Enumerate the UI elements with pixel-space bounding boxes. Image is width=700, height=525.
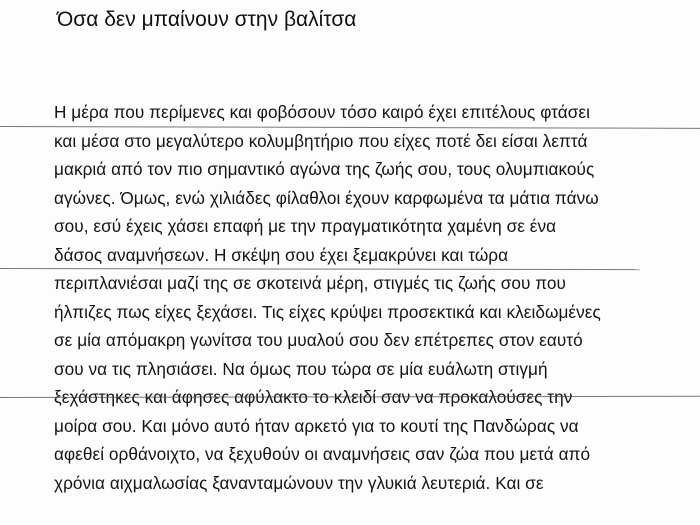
text-line: σου να τις πλησιάσει. Να όμως που τώρα σε μία ευάλωτη στιγμή <box>54 358 548 379</box>
text-line: περιπλανιέσαι μαζί της σε σκοτεινά μέρη, στιγμές τις ζωής σου που <box>54 273 566 293</box>
text-line: αγώνες. Όμως, ενώ χιλιάδες φίλαθλοι έχουν καρφωμένα τα μάτια πάνω <box>54 187 599 208</box>
text-line: και μέσα στο μεγαλύτερο κολυμβητήριο που είχες ποτέ δει είσαι λεπτά <box>54 130 588 151</box>
text-line: σου, εσύ έχεις χάσει επαφή με την πραγματικότητα χαμένη σε ένα <box>54 216 557 236</box>
text-line: μακριά από τον πιο σημαντικό αγώνα της ζωής σου, τους ολυμπιακούς <box>54 159 595 179</box>
text-line: Η μέρα που περίμενες και φοβόσουν τόσο καιρό έχει επιτέλους φτάσει <box>54 102 590 122</box>
text-line: ξεχάστηκες και άφησες αφύλακτο το κλειδί σαν να προκαλούσες την <box>54 387 573 407</box>
text-line: χρόνια αιχμαλωσίας ξανανταμώνουν την γλυκιά λευτεριά. Και σε <box>54 472 544 493</box>
text-line: αφεθεί ορθάνοιχτο, να ξεχυθούν οι αναμνήσεις σαν ζώα που μετά από <box>54 444 591 464</box>
text-line: σε μία απόμακρη γωνίτσα του μυαλού σου δεν επέτρεπες στον εαυτό <box>54 330 583 350</box>
document-title: Όσα δεν μπαίνουν στην βαλίτσα <box>57 8 357 31</box>
text-line: μοίρα σου. Και μόνο αυτό ήταν αρκετό για το κουτί της Πανδώρας να <box>54 415 579 436</box>
body-paragraph <box>54 98 694 497</box>
text-line: δάσος αναμνήσεων. Η σκέψη σου έχει ξεμακρύνει και τώρα <box>54 244 509 265</box>
text-line: ήλπιζες πως είχες ξεχάσει. Τις είχες κρύψει προσεκτικά και κλειδωμένες <box>54 301 601 322</box>
